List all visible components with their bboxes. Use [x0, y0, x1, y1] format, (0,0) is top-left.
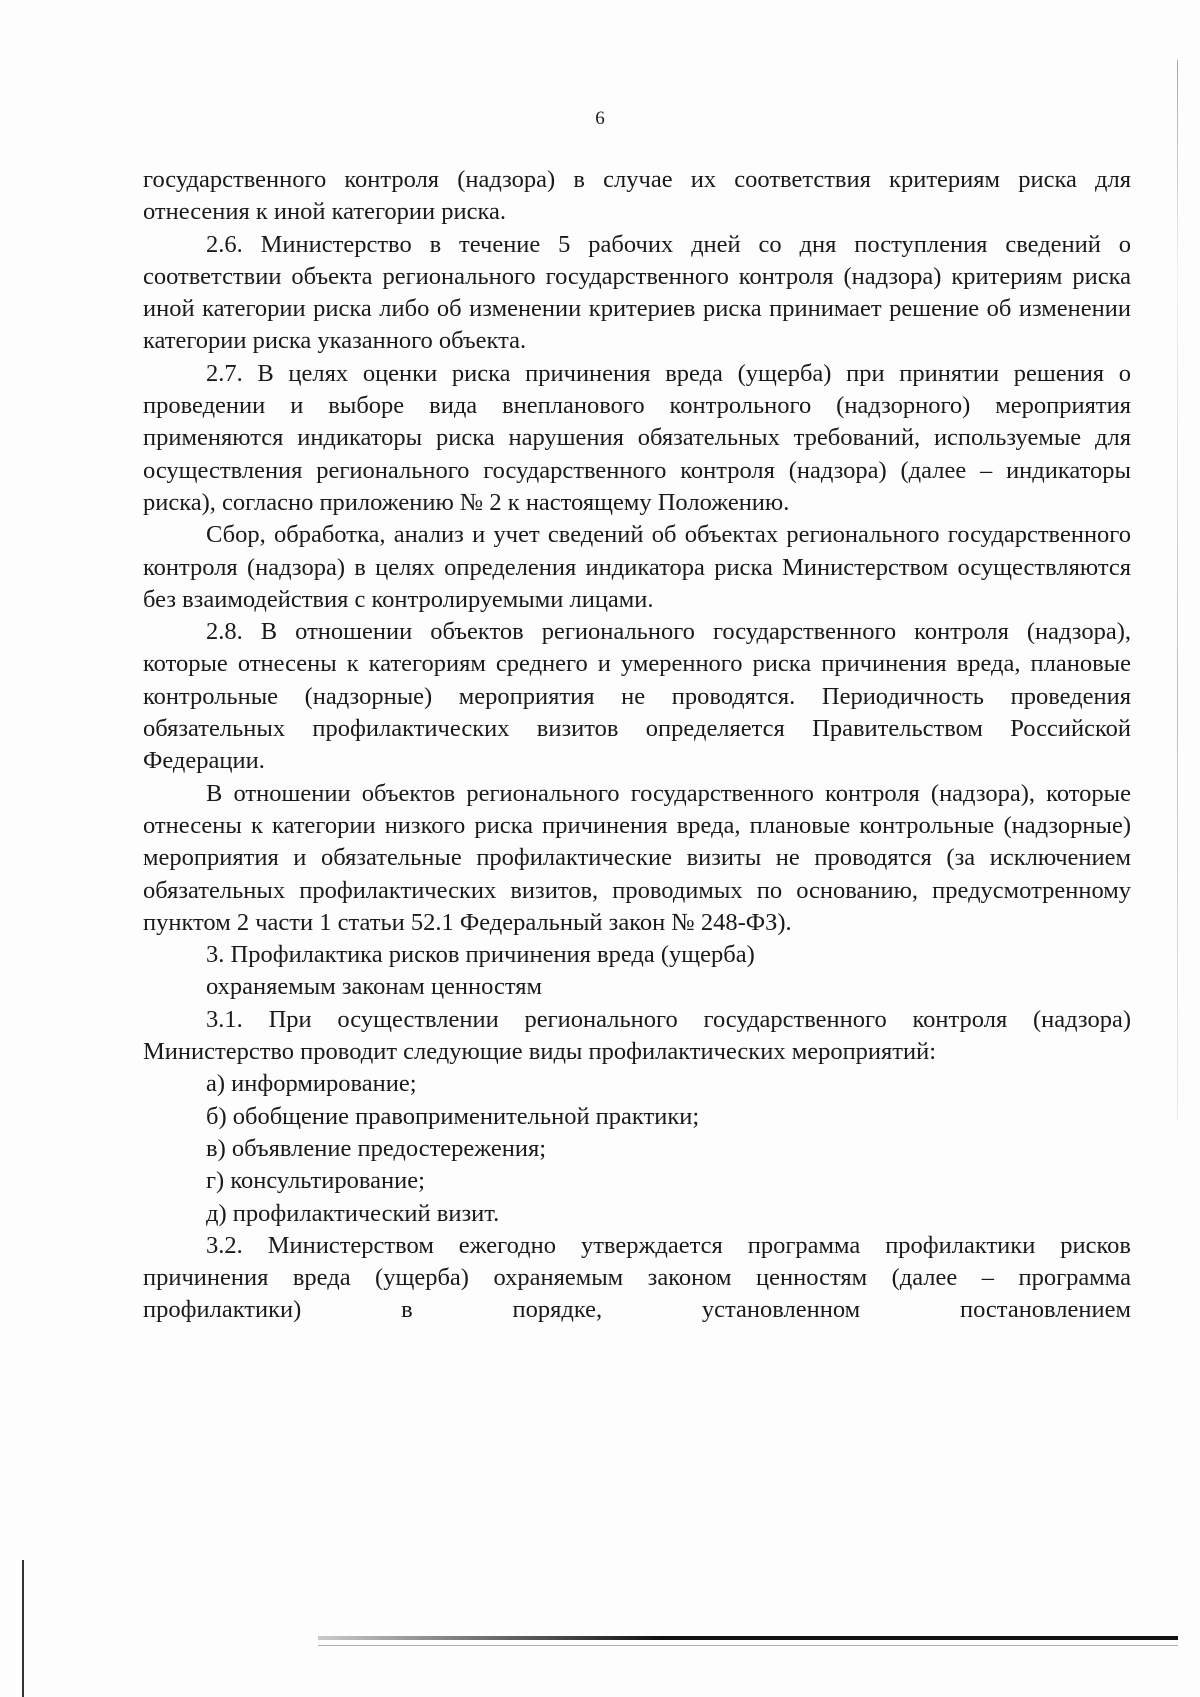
paragraph: государственного контроля (надзора) в случае их соответствия критериям риска для отнесения к иной категории риска.	[143, 166, 1131, 226]
paragraph: Сбор, обработка, анализ и учет сведений об объектах регионального государственного контроля (надзора) в целях определения индикатора риска Министерством осуществляются без взаимодействия с контролируемыми лицами.	[143, 521, 1131, 613]
list-item: д) профилактический визит.	[206, 1199, 500, 1227]
paragraph-2-6: 2.6. Министерство в течение 5 рабочих дней со дня поступления сведений о соответствии объекта регионального государственного контроля (надзора) критериям риска иной категории риска либо об изменении критериев риска принимает решение об изменении категории риска указанного объекта.	[143, 230, 1131, 355]
page-number: 6	[595, 108, 605, 129]
list-item: б) обобщение правоприменительной практики;	[206, 1102, 700, 1130]
section-title	[143, 939, 1131, 1004]
scan-bottom-artifact	[318, 1636, 1178, 1640]
list-item: а) информирование;	[206, 1070, 417, 1098]
section-title-line: 3. Профилактика рисков причинения вреда (ущерба)	[206, 941, 755, 969]
list-item: в) объявление предостережения;	[206, 1134, 547, 1162]
paragraph-3-1: 3.1. При осуществлении регионального государственного контроля (надзора) Министерство проводит следующие виды профилактических мероприятий:	[143, 1005, 1131, 1066]
paragraph-2-7: 2.7. В целях оценки риска причинения вреда (ущерба) при принятии решения о проведении и выборе вида внепланового контрольного (надзорного) мероприятия применяются индикаторы риска нарушения обязательных требований, используемые для осуществления регионального государственного контроля (надзора) (далее – индикаторы риска), согласно приложению № 2 к настоящему Положению.	[143, 359, 1131, 516]
paragraph-2-8: 2.8. В отношении объектов регионального государственного контроля (надзора), которые отнесены к категориям среднего и умеренного риска причинения вреда, плановые контрольные (надзорные) мероприятия не проводятся. Периодичность проведения обязательных профилактических визитов определяется Правительством Российской Федерации.	[143, 618, 1131, 775]
scan-edge-artifact	[22, 1560, 24, 1697]
list-item: г) консультирование;	[206, 1167, 425, 1195]
scan-edge-artifact	[1177, 60, 1178, 1120]
scan-bottom-artifact	[318, 1645, 1178, 1646]
paragraph-3-2: 3.2. Министерством ежегодно утверждается программа профилактики рисков причинения вреда (ущерба) охраняемым законом ценностям (далее – программа профилактики) в порядке, установленном постановлением	[143, 1231, 1131, 1324]
paragraph: В отношении объектов регионального государственного контроля (надзора), которые отнесены к категории низкого риска причинения вреда, плановые контрольные (надзорные) мероприятия и обязательные профилактические визиты не проводятся (за исключением обязательных профилактических визитов, проводимых по основанию, предусмотренному пунктом 2 части 1 статьи 52.1 Федеральный закон № 248-ФЗ).	[143, 779, 1131, 936]
document-body	[143, 164, 1131, 1327]
section-title-line: охраняемым законам ценностям	[206, 973, 543, 1001]
